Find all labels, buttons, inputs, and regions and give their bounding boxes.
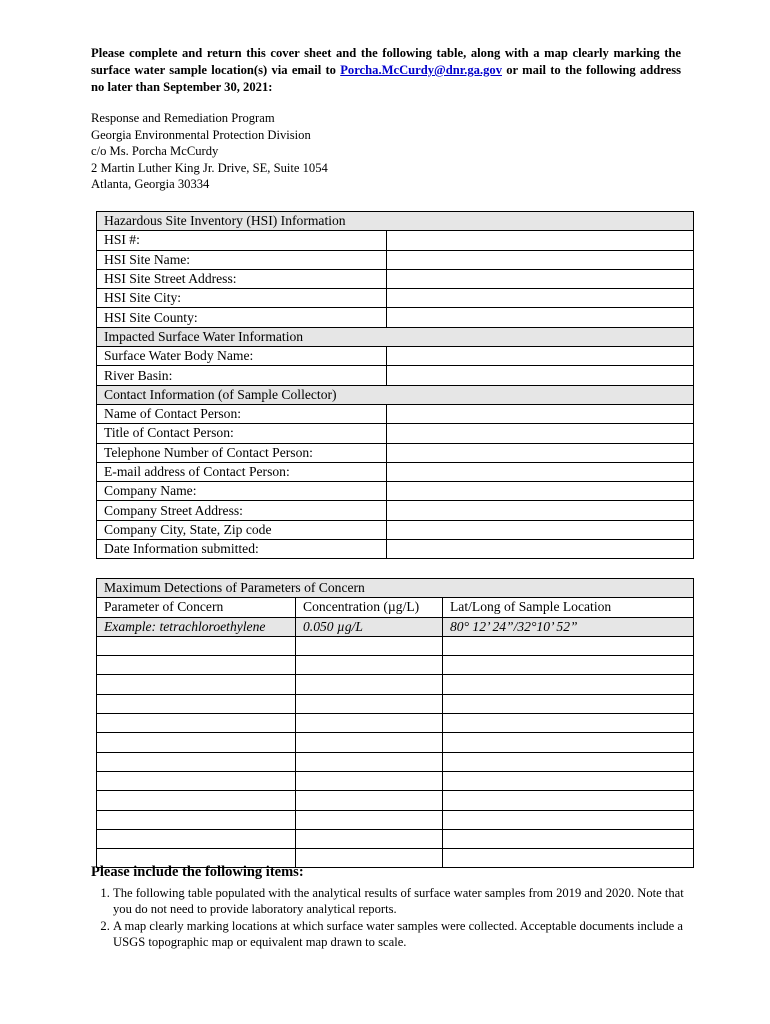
table-row (97, 656, 694, 675)
instructions-text-start: Please complete and return this cover sheet and the following table, along with a map clearly marking the surface water sample location(s) via email to (91, 46, 681, 77)
concentration-cell[interactable] (296, 656, 443, 675)
table-row (97, 771, 694, 790)
company-street-field[interactable] (387, 501, 694, 520)
field-label: Date Information submitted: (97, 540, 387, 559)
example-parameter: Example: tetrachloroethylene (97, 617, 296, 636)
column-header: Concentration (µg/L) (296, 598, 443, 617)
concentration-cell[interactable] (296, 771, 443, 790)
latlong-cell[interactable] (443, 733, 694, 752)
table-row (97, 404, 694, 423)
address-line: Response and Remediation Program (91, 111, 275, 125)
parameter-cell[interactable] (97, 733, 296, 752)
section-row (97, 579, 694, 598)
river-basin-field[interactable] (387, 366, 694, 385)
table-row (97, 636, 694, 655)
column-header: Parameter of Concern (97, 598, 296, 617)
field-label: E-mail address of Contact Person: (97, 462, 387, 481)
section-row (97, 212, 694, 231)
email-link[interactable]: Porcha.McCurdy@dnr.ga.gov (340, 63, 502, 77)
include-heading: Please include the following items: (91, 864, 304, 880)
table-row (97, 231, 694, 250)
table-row (97, 752, 694, 771)
example-latlong: 80° 12’ 24”/32°10’ 52” (443, 617, 694, 636)
table-row (97, 424, 694, 443)
hsi-number-field[interactable] (387, 231, 694, 250)
site-name-field[interactable] (387, 250, 694, 269)
parameter-cell[interactable] (97, 752, 296, 771)
latlong-cell[interactable] (443, 675, 694, 694)
latlong-cell[interactable] (443, 694, 694, 713)
field-label: HSI Site County: (97, 308, 387, 327)
section-row (97, 385, 694, 404)
mailing-address (91, 110, 681, 193)
table-row (97, 366, 694, 385)
parameter-cell[interactable] (97, 656, 296, 675)
table-row (97, 289, 694, 308)
field-label: Surface Water Body Name: (97, 347, 387, 366)
table-row (97, 520, 694, 539)
concentration-cell[interactable] (296, 810, 443, 829)
section-row (97, 327, 694, 346)
concentration-cell[interactable] (296, 791, 443, 810)
field-label: HSI Site Name: (97, 250, 387, 269)
latlong-cell[interactable] (443, 829, 694, 848)
field-label: Company Name: (97, 482, 387, 501)
contact-email-field[interactable] (387, 462, 694, 481)
latlong-cell[interactable] (443, 791, 694, 810)
parameter-cell[interactable] (97, 791, 296, 810)
latlong-cell[interactable] (443, 714, 694, 733)
latlong-cell[interactable] (443, 810, 694, 829)
concentration-cell[interactable] (296, 694, 443, 713)
latlong-cell[interactable] (443, 752, 694, 771)
header-row (97, 598, 694, 617)
table-row (97, 347, 694, 366)
site-information-table (96, 211, 694, 559)
table-row (97, 694, 694, 713)
concentration-cell[interactable] (296, 752, 443, 771)
field-label: HSI Site City: (97, 289, 387, 308)
table-row (97, 308, 694, 327)
table-row (97, 675, 694, 694)
concentration-cell[interactable] (296, 733, 443, 752)
column-header: Lat/Long of Sample Location (443, 598, 694, 617)
address-line: 2 Martin Luther King Jr. Drive, SE, Suite 1054 (91, 160, 328, 175)
field-label: Company Street Address: (97, 501, 387, 520)
example-concentration: 0.050 µg/L (296, 617, 443, 636)
parameters-table (96, 578, 694, 868)
site-county-field[interactable] (387, 308, 694, 327)
include-items-section (91, 864, 691, 950)
parameter-cell[interactable] (97, 675, 296, 694)
list-item: 1. The following table populated with the analytical results of surface water samples from 2019 and 2020. Note that you do not need to provide laboratory analytical reports. (113, 885, 691, 918)
site-street-field[interactable] (387, 269, 694, 288)
contact-name-field[interactable] (387, 404, 694, 423)
contact-phone-field[interactable] (387, 443, 694, 462)
address-line: Atlanta, Georgia 30334 (91, 177, 210, 191)
parameter-cell[interactable] (97, 694, 296, 713)
table-row (97, 540, 694, 559)
latlong-cell[interactable] (443, 636, 694, 655)
water-body-field[interactable] (387, 347, 694, 366)
address-line: c/o Ms. Porcha McCurdy (91, 144, 219, 158)
parameter-cell[interactable] (97, 771, 296, 790)
field-label: HSI #: (97, 231, 387, 250)
concentration-cell[interactable] (296, 636, 443, 655)
date-submitted-field[interactable] (387, 540, 694, 559)
section-heading-parameters: Maximum Detections of Parameters of Concern (97, 579, 694, 598)
concentration-cell[interactable] (296, 829, 443, 848)
field-label: Name of Contact Person: (97, 404, 387, 423)
parameter-cell[interactable] (97, 810, 296, 829)
company-city-field[interactable] (387, 520, 694, 539)
instructions-text-end: or mail to the following address no later than September 30, 2021: (91, 63, 681, 94)
table-row (97, 443, 694, 462)
table-row (97, 733, 694, 752)
latlong-cell[interactable] (443, 656, 694, 675)
parameter-cell[interactable] (97, 829, 296, 848)
field-label: Company City, State, Zip code (97, 520, 387, 539)
table-row (97, 829, 694, 848)
latlong-cell[interactable] (443, 771, 694, 790)
section-heading-hsi: Hazardous Site Inventory (HSI) Information (97, 212, 694, 231)
field-label: Telephone Number of Contact Person: (97, 443, 387, 462)
instructions-paragraph (91, 45, 681, 96)
company-name-field[interactable] (387, 482, 694, 501)
parameter-cell[interactable] (97, 714, 296, 733)
table-row (97, 269, 694, 288)
site-city-field[interactable] (387, 289, 694, 308)
table-row (97, 714, 694, 733)
table-row (97, 501, 694, 520)
address-line: Georgia Environmental Protection Division (91, 127, 311, 142)
example-row (97, 617, 694, 636)
contact-title-field[interactable] (387, 424, 694, 443)
section-heading-water: Impacted Surface Water Information (97, 327, 694, 346)
table-row (97, 250, 694, 269)
table-row (97, 462, 694, 481)
table-row (97, 791, 694, 810)
field-label: River Basin: (97, 366, 387, 385)
concentration-cell[interactable] (296, 675, 443, 694)
section-heading-contact: Contact Information (of Sample Collector) (97, 385, 694, 404)
parameter-cell[interactable] (97, 636, 296, 655)
list-item: 2. A map clearly marking locations at which surface water samples were collected. Acceptable documents include a USGS topographic map or equivalent map drawn to scale. (113, 918, 691, 951)
field-label: Title of Contact Person: (97, 424, 387, 443)
concentration-cell[interactable] (296, 714, 443, 733)
cover-sheet (91, 45, 681, 193)
field-label: HSI Site Street Address: (97, 269, 387, 288)
table-row (97, 810, 694, 829)
include-list (91, 885, 691, 950)
table-row (97, 482, 694, 501)
